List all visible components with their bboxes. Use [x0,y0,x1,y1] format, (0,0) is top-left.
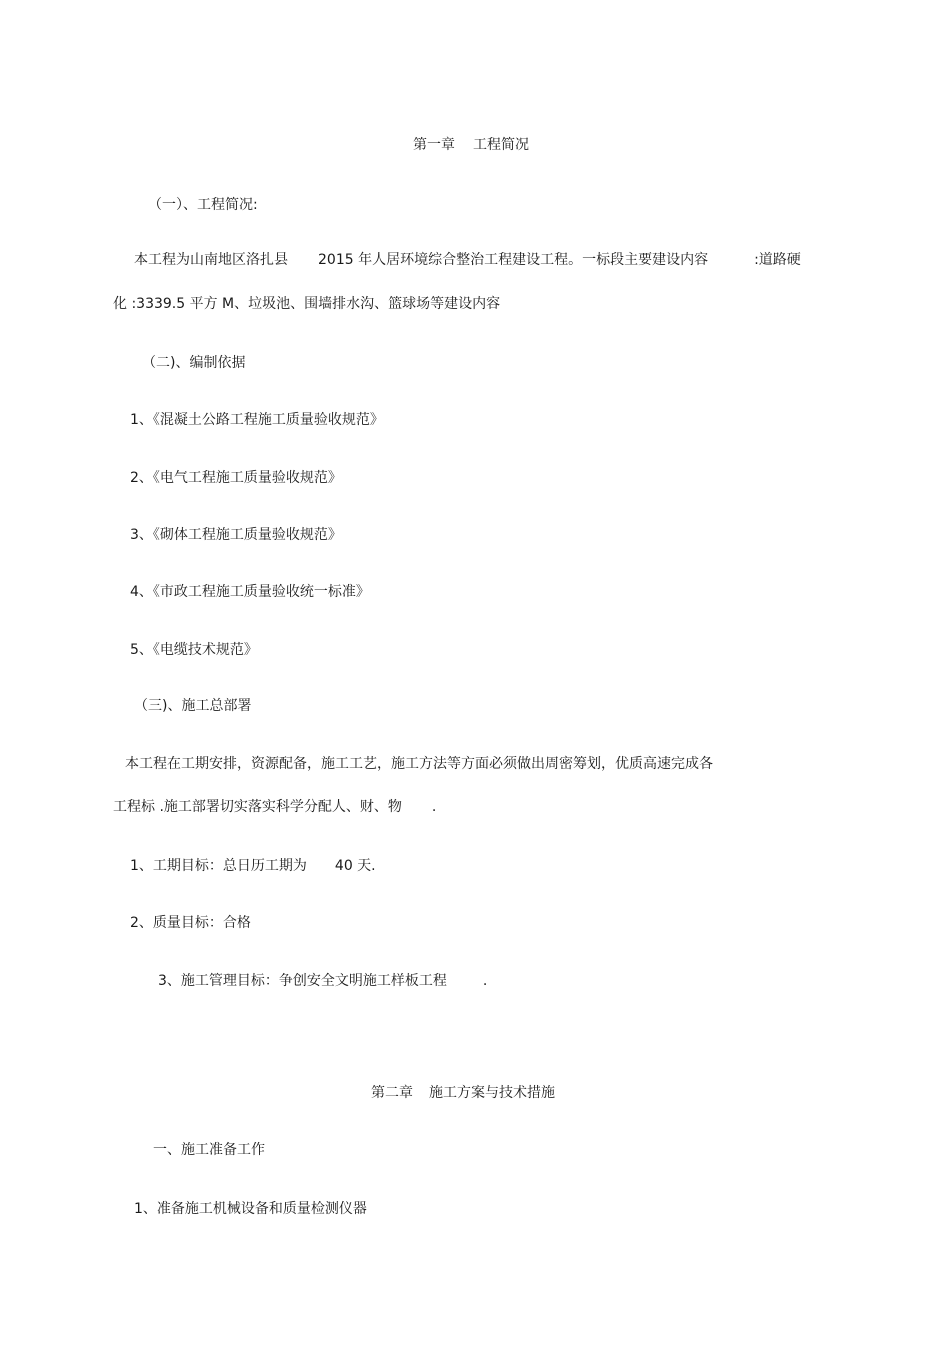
section3-paragraph-line2: 工程标 .施工部署切实落实科学分配人、财、物 . [113,799,437,815]
section1-paragraph-line2: 化 :3339.5 平方 M、垃圾池、围墙排水沟、篮球场等建设内容 [113,296,501,312]
reference-item-4: 4、《市政工程施工质量验收统一标准》 [130,584,370,600]
chapter1-title [413,136,529,154]
chapter2-title [371,1084,555,1102]
goal-quality: 2、质量目标：合格 [130,915,251,931]
chapter2-item-1: 1、准备施工机械设备和质量检测仪器 [134,1201,367,1217]
reference-item-2: 2、《电气工程施工质量验收规范》 [130,470,342,486]
chapter2-number: 第二章 [371,1085,413,1101]
reference-item-3: 3、《砌体工程施工质量验收规范》 [130,527,342,543]
section1-heading: （一）、工程简况: [148,197,258,213]
goal-schedule: 1、工期目标：总日历工期为 40 天. [130,858,376,874]
chapter1-name: 工程简况 [473,137,529,153]
section3-heading: （三)、施工总部署 [134,698,252,714]
section2-heading: （二)、编制依据 [142,355,246,371]
chapter2-name: 施工方案与技术措施 [429,1085,555,1101]
goal-management: 3、施工管理目标：争创安全文明施工样板工程 . [158,973,488,989]
section1-paragraph-line1: 本工程为山南地区洛扎县 2015 年人居环境综合整治工程建设工程。一标段主要建设内容 :道路硬 [134,252,801,268]
reference-item-5: 5、《电缆技术规范》 [130,642,258,658]
section3-paragraph-line1: 本工程在工期安排，资源配备，施工工艺，施工方法等方面必须做出周密筹划，优质高速完成各 [125,756,713,772]
chapter2-section1-heading: 一、施工准备工作 [153,1142,265,1158]
chapter1-number: 第一章 [413,137,455,153]
reference-item-1: 1、《混凝土公路工程施工质量验收规范》 [130,412,384,428]
